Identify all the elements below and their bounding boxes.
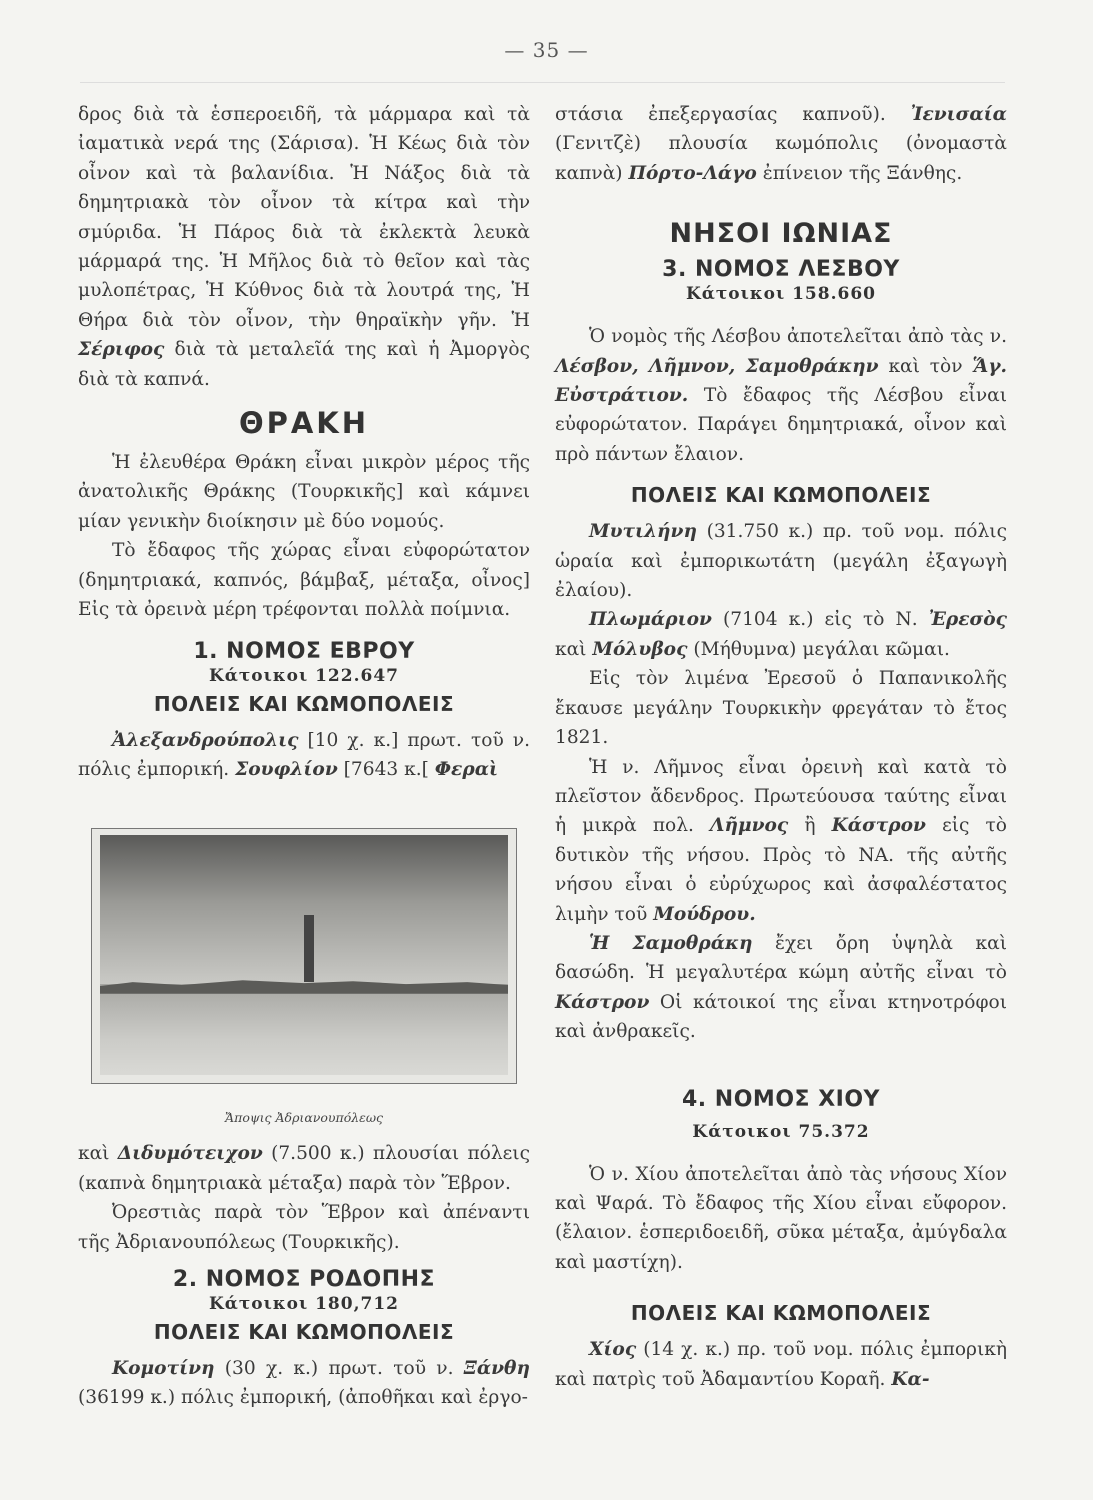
samothraki-text-2: Οἱ κάτοικοί της εἶναι κτηνοτρόφοι καὶ ἀνθρακεῖς. (555, 991, 1007, 1043)
didymoteicho-text: (7.500 κ.) πλουσίαι πόλεις (καπνὰ δημητριακὰ μέταξα) παρὰ τὸν Ἕβρον. (78, 1143, 530, 1194)
chios-paragraph: Ὁ ν. Χίου ἀποτελεῖται ἀπὸ τὰς νήσους Χίον καὶ Ψαρά. Τὸ ἔδαφος τῆς Χίου εἶναι εὔφορον. (ἔλαιον. ἑσπεριδοειδῆ, σῦκα μέταξα, ἀμύγδαλα καὶ μαστίχη). (555, 1163, 1007, 1273)
kastro-name: Κάστρον (831, 815, 926, 837)
nomos-evrou-population: Κάτοικοι 122.647 (209, 665, 399, 686)
samothraki-text: ἔχει ὄρη ὑψηλὰ καὶ δασώδη. Ἡ μεγαλυτέρα κώμη αὐτῆς εἶναι τὸ (555, 932, 1007, 984)
chios-text: (14 χ. κ.) πρ. τοῦ νομ. πόλις ἐμπορικὴ καὶ πατρὶς τοῦ Ἀδαμαντίου Κοραῆ. (555, 1339, 1008, 1390)
intro-text: δρος διὰ τὰ ἑσπεροειδῆ, τὰ μάρμαρα καὶ τὰ ἰαματικὰ νερά της (Σάρισα). Ἡ Κέως διὰ τὸν οἶνον καὶ τὰ βαλανίδια. Ἡ Νάξος διὰ τὰ δημητριακὰ τὸν οἶνον τὰ κίτρα καὶ τὴν σμύριδα. Ἡ Πάρος διὰ τὰ ἐκλεκτὰ λευκὰ μάρμαρά της. Ἡ Μῆλος διὰ τὸ θεῖον καὶ τὰς μυλοπέτρας, Ἡ Κύθνος διὰ τὰ λουτρά της, Ἡ Θήρα διὰ τὸν οἶνον, τὴν θηραϊκὴν γῆν. Ἡ (78, 104, 530, 331)
xanthi-continuation (555, 100, 1007, 188)
samothraki-name: Ἡ Σαμοθράκη (589, 932, 753, 954)
seriphos-name: Σέριφος (78, 339, 165, 361)
genisea-name: Ἰενισαία (910, 104, 1007, 125)
ferai-name: Φεραὶ (434, 758, 499, 780)
alexandroupolis-name: Ἀλεξανδρούπολις (112, 729, 299, 751)
limnos-text-d: εἰς τὸ δυτικὸν τῆς νήσου. Πρὸς τὸ ΝΑ. τῆς αὐτῆς νήσου εἶναι ὁ εὐρύχωρος καὶ ἀσφαλέστατος λιμὴν τοῦ (555, 815, 1007, 925)
photo-minaret (304, 915, 314, 982)
lesvos-text-a: Ὁ νομὸς τῆς Λέσβου ἀποτελεῖται ἀπὸ τὰς ν. (589, 326, 1007, 348)
komotini-name: Κομοτίνη (112, 1357, 215, 1379)
alexandroupolis-text: [10 χ. κ.] πρωτ. τοῦ ν. πόλις ἐμπορική. (78, 729, 530, 780)
nomos-chiou-population: Κάτοικοι 75.372 (692, 1121, 870, 1142)
agios-efstratios-name: Ἅγ. Εὐστράτιον. (555, 355, 1007, 407)
korais-continuation: Κα- (891, 1368, 930, 1390)
plomari-text-2: καὶ (555, 638, 587, 660)
lesvos-text-c: καὶ τὸν (888, 355, 963, 377)
adrianople-photo (91, 828, 517, 1084)
nomos-lesvou-population: Κάτοικοι 158.660 (686, 284, 876, 305)
genisea-text: (Γενιτζὲ) πλουσία κωμόπολις (ὀνομαστὰ καπνὰ) (555, 133, 1007, 184)
kai-word: καὶ (78, 1143, 110, 1165)
molyvos-name: Μόλυβος (592, 638, 688, 660)
thrace-heading: ΘΡΑΚΗ (238, 406, 370, 441)
soufli-text: [7643 κ.[ (343, 758, 429, 780)
poleis-heading-3: ΠΟΛΕΙΣ ΚΑΙ ΚΩΜΟΠΟΛΕΙΣ (630, 483, 932, 508)
didymoteicho-name: Διδυμότειχον (117, 1143, 263, 1165)
orestiada-name: Ὀρεστιὰς (112, 1202, 202, 1224)
poleis-heading-4: ΠΟΛΕΙΣ ΚΑΙ ΚΩΜΟΠΟΛΕΙΣ (630, 1301, 932, 1326)
continuation-text: στάσια ἐπεξεργασίας καπνοῦ). (555, 104, 886, 125)
photo-frame (100, 835, 508, 1075)
thrace-paragraph-2: Τὸ ἔδαφος τῆς χώρας εἶναι εὐφορώτατον (δημητριακά, καπνός, βάμβαξ, μέταξα, οἶνος] Εἰς τὰ ὀρεινὰ μέρη τρέφονται πολλὰ ποίμνια. (78, 540, 530, 621)
poleis-heading-1: ΠΟΛΕΙΣ ΚΑΙ ΚΩΜΟΠΟΛΕΙΣ (153, 691, 455, 716)
limnos-text-a: Ἡ ν. Λῆμνος εἶναι ὀρεινὴ καὶ κατὰ τὸ πλεῖστον ἄδενδρος. Πρωτεύουσα ταύτης εἶναι ἡ μικρὰ πολ. (555, 756, 1007, 837)
porto-lagos-text: ἐπίνειον τῆς Ξάνθης. (762, 162, 963, 184)
plomari-text: (7104 κ.) εἰς τὸ Ν. (723, 609, 918, 631)
evros-towns-paragraph (78, 726, 530, 785)
komotini-text: (30 χ. κ.) πρωτ. τοῦ ν. (224, 1357, 454, 1379)
orestiada-text: παρὰ τὸν Ἕβρον καὶ ἀπέναντι τῆς Ἀδριανουπόλεως (Τουρκικῆς). (78, 1202, 530, 1253)
nomos-chiou-heading: 4. ΝΟΜΟΣ ΧΙΟΥ (681, 1086, 880, 1112)
xanthi-name: Ξάνθη (463, 1357, 530, 1379)
chios-town-paragraph (555, 1335, 1007, 1394)
nomos-lesvou-heading: 3. ΝΟΜΟΣ ΛΕΣΒΟΥ (662, 257, 900, 283)
moudros-name: Μούδρου. (653, 903, 756, 925)
ionian-islands-heading: ΝΗΣΟΙ ΙΩΝΙΑΣ (669, 218, 893, 250)
samothraki-kastro-name: Κάστρον (555, 991, 650, 1013)
chios-name: Χίος (589, 1339, 637, 1361)
mytilene-name: Μυτιλήνη (589, 521, 697, 543)
lesvos-paragraph (555, 322, 1007, 469)
left-column (78, 100, 530, 1413)
plomari-paragraph (555, 605, 1007, 664)
mytilene-paragraph (555, 517, 1007, 605)
nomos-evrou-heading: 1. ΝΟΜΟΣ ΕΒΡΟΥ (193, 638, 415, 664)
poleis-heading-2: ΠΟΛΕΙΣ ΚΑΙ ΚΩΜΟΠΟΛΕΙΣ (153, 1319, 455, 1344)
intro-end-text: διὰ τὰ μεταλεῖά της καὶ ἡ Ἀμοργὸς διὰ τὰ καπνά. (78, 339, 530, 390)
mytilene-text: (31.750 κ.) πρ. τοῦ νομ. πόλις ὡραία καὶ ἐμπορικωτάτη (μεγάλη ἐξαγωγὴ ἐλαίου). (555, 521, 1007, 602)
didymoteicho-paragraph (78, 1139, 530, 1198)
intro-paragraph (78, 100, 530, 394)
xanthi-text: (36199 κ.) πόλις ἐμπορική, (ἀποθῆκαι καὶ ἐργο- (78, 1387, 528, 1409)
limnos-paragraph (555, 753, 1007, 929)
eresos-name: Ἐρεσὸς (928, 609, 1007, 631)
molyvos-text: (Μήθυμνα) μεγάλαι κῶμαι. (693, 638, 950, 660)
right-column (555, 100, 1007, 1394)
soufli-name: Σουφλίον (235, 758, 338, 780)
nomos-rodopis-population: Κάτοικοι 180,712 (209, 1293, 399, 1314)
photo-water (100, 984, 508, 1075)
limnos-text-c: ἢ (804, 815, 816, 837)
orestiada-paragraph (78, 1198, 530, 1257)
samothraki-paragraph (555, 929, 1007, 1047)
lesvos-islands: Λέσβον, Λῆμνον, Σαμοθράκην (555, 355, 879, 377)
header-rule (80, 82, 1005, 83)
lesvos-text-e: Τὸ ἔδαφος τῆς Λέσβου εἶναι εὐφορώτατον. Παράγει δημητριακά, οἶνον καὶ πρὸ πάντων ἔλαιον. (555, 385, 1007, 465)
thrace-paragraph-1: Ἡ ἐλευθέρα Θράκη εἶναι μικρὸν μέρος τῆς ἀνατολικῆς Θράκης (Τουρκικῆς] καὶ κάμνει μίαν γενικὴν διοίκησιν μὲ δύο νομούς. (78, 452, 530, 532)
page-number: — 35 — (504, 38, 589, 62)
rodopi-towns-paragraph (78, 1354, 530, 1413)
porto-lagos-name: Πόρτο-Λάγο (628, 162, 757, 184)
plomari-name: Πλωμάριον (589, 609, 712, 631)
photo-caption: Ἄποψις Ἀδριανουπόλεως (224, 1110, 384, 1126)
limnos-name: Λῆμνος (710, 815, 789, 837)
eresos-paragraph: Εἰς τὸν λιμένα Ἐρεσοῦ ὁ Παπανικολῆς ἔκαυσε μεγάλην Τουρκικὴν φρεγάταν τὸ ἔτος 1821. (555, 668, 1007, 749)
nomos-rodopis-heading: 2. ΝΟΜΟΣ ΡΟΔΟΠΗΣ (172, 1266, 436, 1292)
